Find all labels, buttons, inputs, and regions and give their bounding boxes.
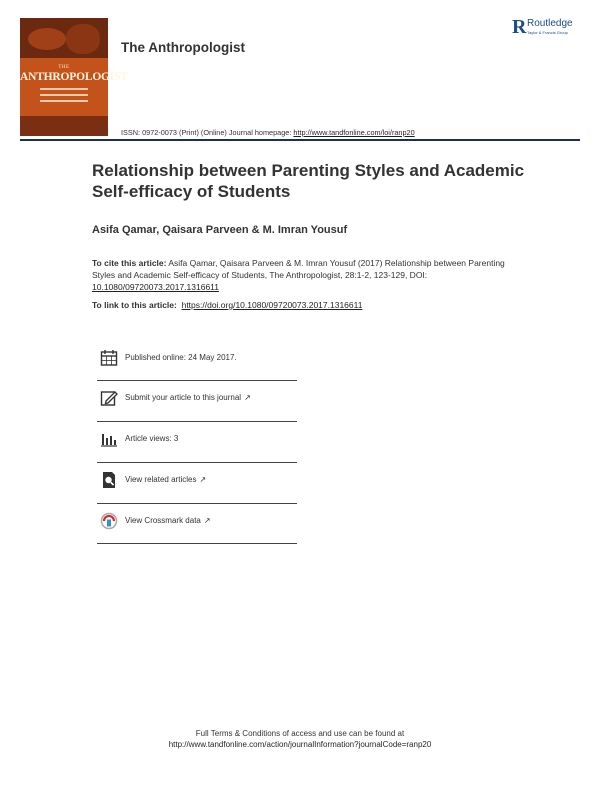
journal-homepage-link[interactable]: http://www.tandfonline.com/loi/ranp20 <box>293 128 415 137</box>
publisher-logo-name: Routledge <box>527 18 573 29</box>
footer-terms-link[interactable]: http://www.tandfonline.com/action/journalInformation?journalCode=ranp20 <box>168 740 432 749</box>
header-rule <box>20 139 580 141</box>
cover-divider <box>40 100 88 102</box>
journal-name: The Anthropologist <box>121 40 245 55</box>
search-document-icon <box>100 471 118 489</box>
citation-label: To cite this article: <box>92 258 167 268</box>
edit-icon <box>100 389 118 407</box>
doi-link[interactable]: 10.1080/09720073.2017.1316611 <box>92 282 219 292</box>
related-articles-label: View related articles ↗ <box>125 475 207 484</box>
routledge-r-icon: R <box>512 16 527 38</box>
submit-article-link[interactable] <box>97 389 297 429</box>
article-doi-url[interactable]: https://doi.org/10.1080/09720073.2017.1316611 <box>181 300 363 310</box>
article-views-label: Article views: 3 <box>125 434 179 443</box>
cover-divider <box>40 88 88 90</box>
cover-title-text: ANTHROPOLOGIST <box>20 71 128 83</box>
article-views-row <box>97 430 297 470</box>
citation-text: Asifa Qamar, Qaisara Parveen & M. Imran Yousuf (2017) Relationship between Parenting Styles and Academic Self-efficacy of Students, The Anthropologist, 28:1-2, 123-129, DOI: <box>92 258 505 280</box>
row-separator <box>97 421 297 422</box>
external-link-icon: ↗ <box>244 393 251 402</box>
related-articles-link[interactable] <box>97 471 297 511</box>
published-online-row <box>97 349 297 389</box>
cover-artwork <box>20 18 108 58</box>
citation-block <box>92 257 522 293</box>
external-link-icon: ↗ <box>199 475 207 484</box>
row-separator <box>97 462 297 463</box>
bar-chart-icon <box>100 430 118 448</box>
submit-article-label: Submit your article to this journal ↗ <box>125 393 251 402</box>
crossmark-label: View Crossmark data ↗ <box>125 516 211 525</box>
crossmark-link[interactable] <box>97 512 297 552</box>
row-separator <box>97 543 297 544</box>
crossmark-icon <box>100 512 118 530</box>
calendar-icon <box>100 349 118 367</box>
issn-line <box>121 128 415 137</box>
row-separator <box>97 380 297 381</box>
article-link-line <box>92 300 362 310</box>
cover-the-text: THE <box>58 65 70 70</box>
row-separator <box>97 503 297 504</box>
article-authors: Asifa Qamar, Qaisara Parveen & M. Imran Yousuf <box>92 224 348 236</box>
article-link-label: To link to this article: <box>92 300 177 310</box>
journal-cover-image <box>20 18 128 136</box>
cover-footer-band <box>20 116 108 136</box>
footer-terms-text: Full Terms & Conditions of access and use can be found at <box>195 729 405 738</box>
publisher-logo-subtitle: Taylor & Francis Group <box>527 30 568 35</box>
footer-terms <box>0 728 600 750</box>
article-title: Relationship between Parenting Styles and Academic Self-efficacy of Students <box>92 161 525 201</box>
cover-divider <box>40 94 88 96</box>
external-link-icon: ↗ <box>203 516 211 525</box>
published-online-label: Published online: 24 May 2017. <box>125 353 237 362</box>
issn-text: ISSN: 0972-0073 (Print) (Online) Journal homepage: <box>121 128 294 137</box>
publisher-logo <box>512 16 582 42</box>
